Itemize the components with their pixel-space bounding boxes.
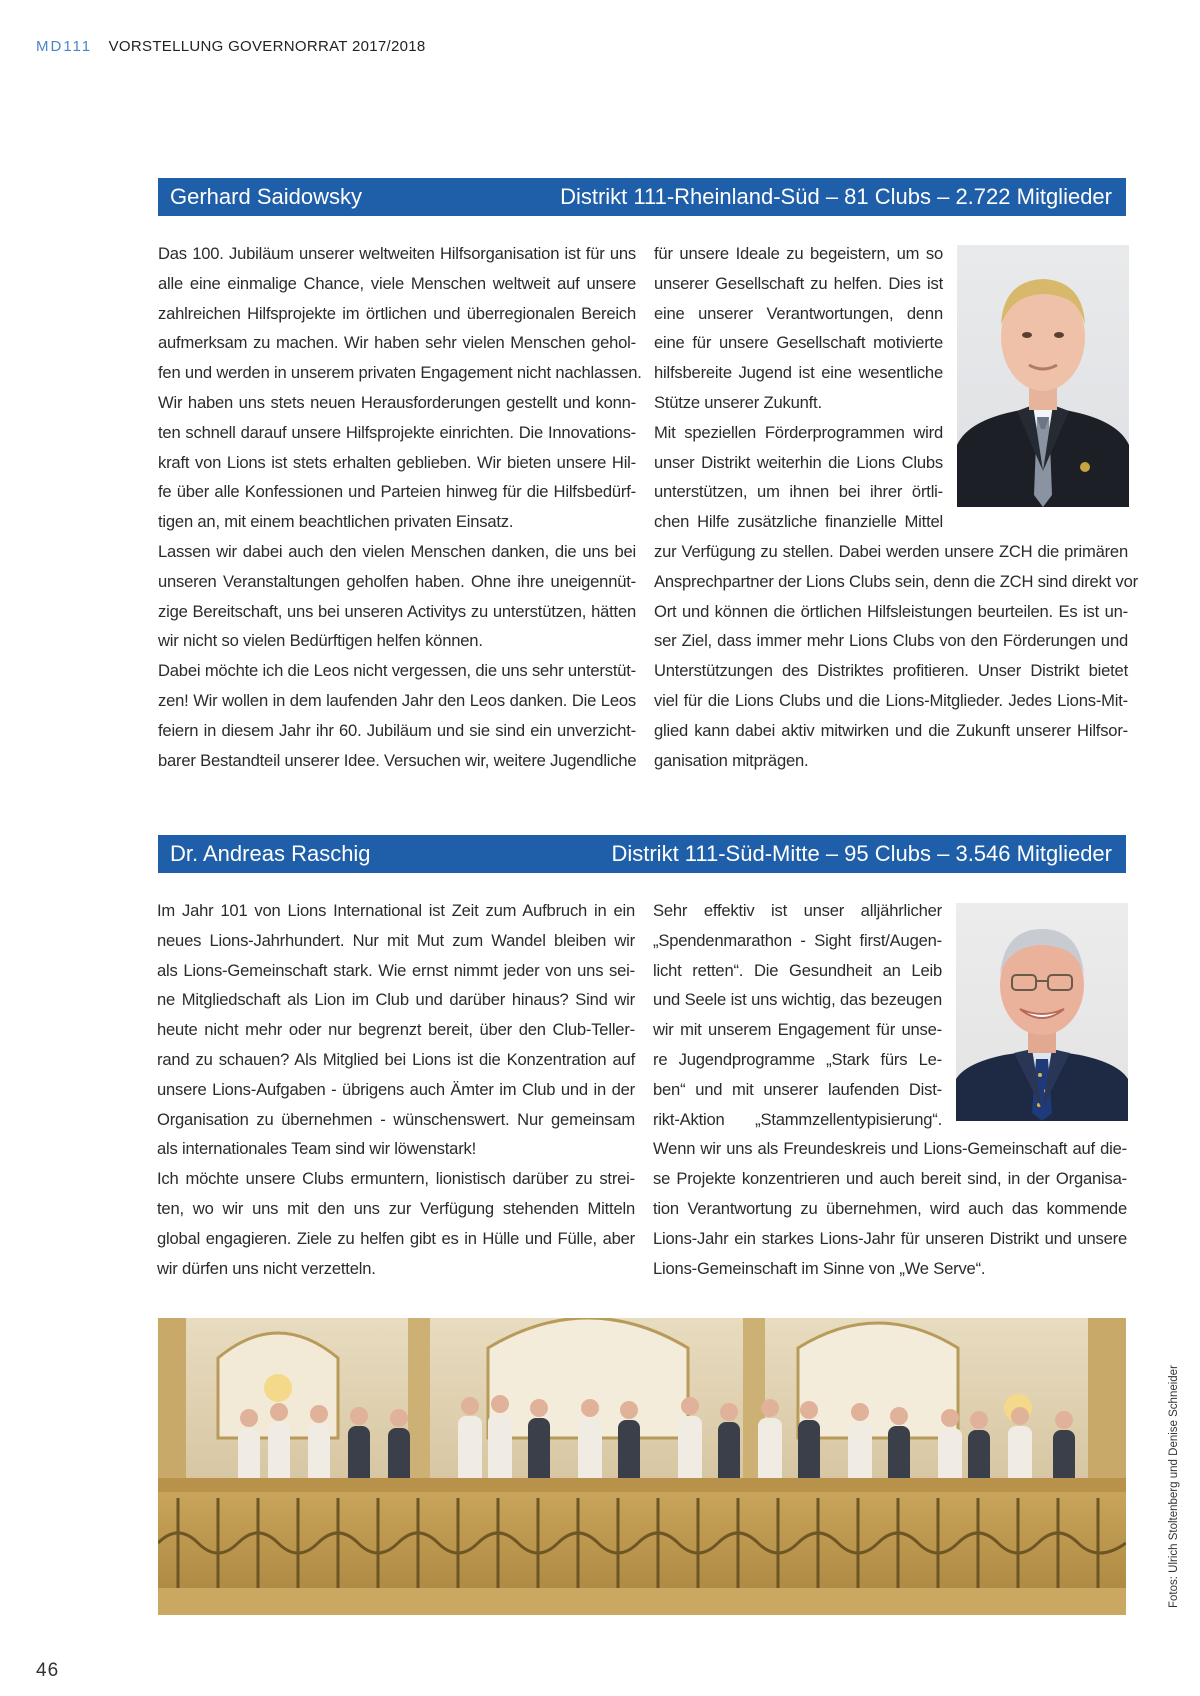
profile-1-left-column	[158, 239, 642, 775]
text-line: „Spendenmarathon - Sight first/Augen-	[653, 930, 942, 950]
text-line: glied kann dabei aktiv mitwirken und die Zukunft unserer Hilfsor-	[654, 720, 1128, 740]
text-line: re Jugendprogramme „Stark fürs Le-	[653, 1049, 942, 1069]
profile-2-name: Dr. Andreas Raschig	[170, 841, 371, 866]
text-line: aufmerksam zu machen. Wir haben sehr vielen Menschen gehol-	[158, 333, 636, 353]
text-line: ganisation mitprägen.	[654, 750, 809, 770]
text-line: licht retten“. Die Gesundheit an Leib	[653, 960, 942, 980]
profile-1-district: Distrikt 111-Rheinland-Süd – 81 Clubs – 2.722 Mitglieder	[560, 184, 1112, 209]
text-line: zur Verfügung zu stellen. Dabei werden unsere ZCH die primären	[654, 541, 1128, 561]
text-line: rikt-Aktion „Stammzellentypisierung“.	[653, 1109, 942, 1129]
group-photo-illustration	[158, 1318, 1126, 1615]
portrait-illustration	[956, 903, 1128, 1121]
text-line: viel für die Lions Clubs und die Lions-Mitglieder. Jedes Lions-Mit-	[654, 690, 1128, 710]
text-line: global engagieren. Ziele zu helfen gibt es in Hülle und Fülle, aber	[157, 1228, 635, 1248]
text-line: alle eine einmalige Chance, viele Menschen weltweit auf unsere	[158, 273, 636, 293]
text-line: tion Verantwortung zu übernehmen, wird auch das kommende	[653, 1198, 1127, 1218]
profile-2-left-column	[157, 896, 635, 1283]
profile-2-district: Distrikt 111-Süd-Mitte – 95 Clubs – 3.546 Mitglieder	[611, 841, 1112, 866]
text-line: ser Ziel, dass immer mehr Lions Clubs von den Förderungen und	[654, 631, 1128, 651]
profile-1-title-bar	[158, 178, 1126, 216]
group-photo	[158, 1318, 1126, 1615]
text-line: fen und werden in unserem privaten Engagement nicht nachlassen.	[158, 363, 642, 383]
text-line: unser Distrikt weiterhin die Lions Clubs	[654, 452, 943, 472]
text-line: wir dürfen uns nicht verzetteln.	[157, 1258, 376, 1278]
text-line: als internationales Team sind wir löwenstark!	[157, 1139, 477, 1159]
text-line: Wir haben uns stets neuen Herausforderungen gestellt und konn-	[158, 392, 636, 412]
text-line: Organisation zu übernehmen - wünschenswert. Nur gemeinsam	[157, 1109, 635, 1129]
text-line: Stütze unserer Zukunft.	[654, 392, 822, 412]
text-line: fe über alle Konfessionen und Parteien hinweg für die Hilfsbedürf-	[158, 482, 636, 502]
text-line: Dabei möchte ich die Leos nicht vergessen, die uns sehr unterstüt-	[158, 661, 636, 681]
text-line: Ansprechpartner der Lions Clubs sein, denn die ZCH sind direkt vor	[654, 571, 1138, 591]
text-line: Im Jahr 101 von Lions International ist Zeit zum Aufbruch in ein	[157, 901, 635, 920]
text-line: Mit speziellen Förderprogrammen wird	[654, 422, 943, 442]
section-label: MD111	[36, 38, 93, 55]
text-line: chen Hilfe zusätzliche finanzielle Mittel	[654, 512, 943, 532]
text-line: ben“ und mit unserer laufenden Dist-	[653, 1079, 942, 1099]
text-line: hilfsbereite Jugend ist eine wesentliche	[654, 363, 943, 383]
text-line: Wenn wir uns als Freundeskreis und Lions-Gemeinschaft auf die-	[653, 1139, 1127, 1159]
text-line: ne Mitgliedschaft als Lion im Club und darüber hinaus? Sind wir	[157, 990, 635, 1010]
text-line: Das 100. Jubiläum unserer weltweiten Hilfsorganisation ist für uns	[158, 244, 636, 263]
text-line: zahlreichen Hilfsprojekte im örtlichen und überregionalen Bereich	[158, 303, 636, 323]
text-line: unserer Gesellschaft zu helfen. Dies ist	[654, 273, 943, 293]
text-line: Lassen wir dabei auch den vielen Menschen danken, die uns bei	[158, 541, 636, 561]
text-line: Unterstützungen des Distriktes profitieren. Unser Distrikt bietet	[654, 661, 1128, 681]
text-line: wir nicht so vielen Bedürftigen helfen können.	[158, 631, 483, 651]
text-line: feiern in diesem Jahr ihr 60. Jubiläum und sie sind ein unverzicht-	[158, 720, 636, 740]
text-line: Lions-Gemeinschaft im Sinne von „We Serve“.	[653, 1258, 986, 1278]
text-line: zige Bereitschaft, uns bei unseren Activitys zu unterstützen, hätten	[158, 601, 636, 621]
profile-2-title-bar	[158, 835, 1126, 873]
text-line: se Projekte konzentrieren und auch bereit sind, in der Organisa-	[653, 1169, 1127, 1189]
text-line: Ort und können die örtlichen Hilfsleistungen beurteilen. Es ist un-	[654, 601, 1128, 621]
text-line: Sehr effektiv ist unser alljährlicher	[653, 901, 942, 920]
portrait-illustration	[957, 245, 1129, 507]
text-line: kraft von Lions ist stets erhalten geblieben. Wir bieten unsere Hil-	[158, 452, 636, 472]
profile-1-name: Gerhard Saidowsky	[170, 184, 362, 209]
text-line: eine unserer Verantwortungen, denn	[654, 303, 943, 323]
text-line: als Lions-Gemeinschaft stark. Wie ernst nimmt jeder von uns sei-	[157, 960, 635, 980]
text-line: rand zu schauen? Als Mitglied bei Lions ist die Konzentration auf	[157, 1049, 635, 1069]
text-line: ten schnell darauf unsere Hilfsprojekte einrichten. Die Innovations-	[158, 422, 636, 442]
running-title: VORSTELLUNG GOVERNORRAT 2017/2018	[108, 38, 426, 55]
photo-credit: Fotos: Ulrich Stoltenberg und Denise Schneider	[1168, 1365, 1180, 1608]
text-line: tigen an, mit einem beachtlichen privaten Einsatz.	[158, 512, 514, 532]
text-line: für unsere Ideale zu begeistern, um so	[654, 244, 943, 263]
text-line: Lions-Jahr ein starkes Lions-Jahr für unseren Distrikt und unsere	[653, 1228, 1127, 1248]
text-line: unsere Lions-Aufgaben - übrigens auch Ämter im Club und in der	[157, 1079, 635, 1099]
text-line: neues Lions-Jahrhundert. Nur mit Mut zum Wandel bleiben wir	[157, 930, 635, 950]
text-line: heute nicht mehr oder nur begrenzt bereit, über den Club-Teller-	[157, 1020, 635, 1040]
text-line: ten, wo wir uns mit den uns zur Verfügung stehenden Mitteln	[157, 1198, 635, 1218]
text-line: eine für unsere Gesellschaft motivierte	[654, 333, 943, 353]
text-line: unseren Veranstaltungen geholfen haben. Ohne ihre uneigennüt-	[158, 571, 636, 591]
portrait-photo	[956, 903, 1128, 1121]
text-line: wir mit unserem Engagement für unse-	[653, 1020, 942, 1040]
portrait-photo	[957, 245, 1129, 507]
text-line: unterstützen, um ihnen bei ihrer örtli-	[654, 482, 943, 502]
page-number: 46	[36, 1660, 60, 1681]
text-line: barer Bestandteil unserer Idee. Versuchen wir, weitere Jugendliche	[158, 750, 637, 770]
text-line: Ich möchte unsere Clubs ermuntern, lionistisch darüber zu strei-	[157, 1169, 635, 1189]
text-line: und Seele ist uns wichtig, das bezeugen	[653, 990, 942, 1010]
text-line: zen! Wir wollen in dem laufenden Jahr den Leos danken. Die Leos	[158, 690, 636, 710]
running-head	[36, 38, 426, 55]
